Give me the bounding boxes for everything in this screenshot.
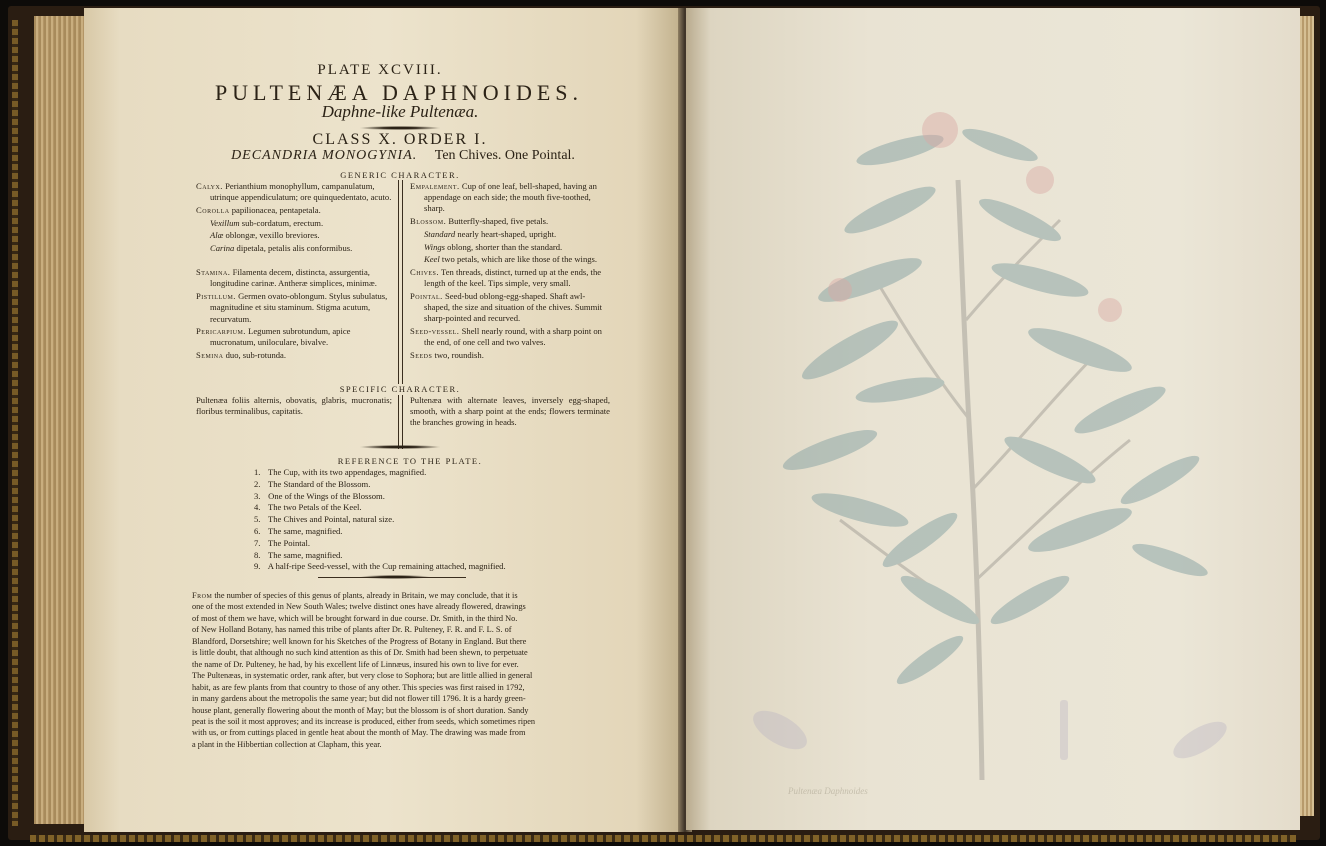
reference-item: 9. A half-ripe Seed-vessel, with the Cup remaining attached, magnified. xyxy=(254,561,506,572)
reference-item: 6. The same, magnified. xyxy=(254,525,343,536)
latin-entry: Corolla papilionacea, pentapetala. xyxy=(196,204,321,215)
column-divider-specific xyxy=(398,395,403,449)
english-entry: Wings oblong, shorter than the standard. xyxy=(424,241,563,252)
reference-item: 8. The same, magnified. xyxy=(254,549,343,560)
reference-item: 1. The Cup, with its two appendages, magnified. xyxy=(254,467,427,477)
latin-entry: Pericarpium. Legumen subrotundum, apice mucronatum, uniloculare, bivalve. xyxy=(196,326,351,348)
linnaean-line xyxy=(198,148,608,164)
plate-caption: Pultenæa Daphnoides xyxy=(788,786,868,796)
latin-entry: Alæ oblongæ, vexillo breviores. xyxy=(210,230,320,241)
latin-entry: Vexillum sub-cordatum, erectum. xyxy=(210,217,324,228)
english-entry: Pointal. Seed-bud oblong-egg-shaped. Shaft awl-shaped, the size and situation of the chives. Summit sharp-pointed and recurved. xyxy=(410,290,603,324)
reference-item: 7. The Pointal. xyxy=(254,537,311,548)
chives-label: Ten Chives. One Pointal. xyxy=(434,148,575,163)
latin-entry: Pistillum. Germen ovato-oblongum. Stylus subulatus, magnitudine et situ staminum. Stigma acutum, recurvatum. xyxy=(196,291,388,324)
ornament-rule xyxy=(360,575,430,579)
reference-item: 4. The two Petals of the Keel. xyxy=(254,502,362,513)
generic-latin-column xyxy=(196,181,392,363)
english-entry: Keel two petals, which are like those of the wings. xyxy=(424,254,598,265)
specific-latin: Pultenæa foliis alternis, obovatis, glabris, mucronatis; floribus terminalibus, capitatis. xyxy=(196,395,392,417)
english-entry: Empalement. Cup of one leaf, bell-shaped, having an appendage on each side; the mouth five-toothed, sharp. xyxy=(410,181,597,214)
column-divider-generic xyxy=(398,180,403,384)
gilt-border-bottom xyxy=(30,835,1296,842)
latin-entry: Carina dipetala, petalis alis conformibus. xyxy=(210,243,353,254)
reference-list xyxy=(254,467,506,573)
english-entry: Blossom. Butterfly-shaped, five petals. xyxy=(410,216,549,227)
latin-entry: Semina duo, sub-rotunda. xyxy=(196,350,286,361)
decandria-label: DECANDRIA MONOGYNIA. xyxy=(231,148,418,163)
english-entry: Seed-vessel. Shell nearly round, with a sharp point on the end, of one cell and two valves. xyxy=(410,325,602,348)
latin-entry: Calyx. Perianthium monophyllum, campanulatum, utrinque appendiculatum; ore quinquedentato, acuto. xyxy=(196,181,392,203)
botanical-illustration xyxy=(700,60,1280,800)
description-paragraph: From the number of species of this genus of plants, already in Britain, we may conclude, that it is one of the most extended in New South Wales; twelve distinct ones have already flowered, drawings of most of them we have, which will be brought forward in due course. Dr. Smith, in the third No. of New Holland Botany, has named this tribe of plants after Dr. R. Pulteney, F. R. and F. L. S. of Blandford, Dorsetshire; well known for his Sketches of the Progress of Botany in England. But there is little doubt, that although no such kind attention as this of Dr. Smith had been shewn, to perpetuate the name of Dr. Pulteney, he had, by his excellent life of Linnæus, insured his own to live for ever. The Pultenæas, in systematic order, rank after, but very close to Sophora; but are little allied in general habit, as are few plants from that country to those of any other. This species was first raised in 1792, in many gardens about the metropolis the same year; but did not flower till 1796. It is a hardy green- house plant, generally flowering about the month of May; but the blossom is of short duration. Sandy peat is the soil it most approves; and its increase is produced, either from seeds, which sometimes ripen with us, or from cuttings placed in gentle heat about the month of May. The drawing was made from a plant in the Hibbertian collection at Clapham, this year. xyxy=(192,591,536,749)
reference-item: 2. The Standard of the Blossom. xyxy=(254,478,371,489)
plate-subtitle: Daphne-like Pultenæa. xyxy=(321,102,479,121)
english-entry: Chives. Ten threads, distinct, turned up at the ends, the length of the keel. Tips simple, very small. xyxy=(410,266,602,289)
reference-item: 3. One of the Wings of the Blossom. xyxy=(254,490,385,501)
specific-heading: SPECIFIC CHARACTER. xyxy=(339,384,461,394)
generic-heading: GENERIC CHARACTER. xyxy=(340,170,460,180)
gilt-border-left xyxy=(12,20,18,826)
english-entry: Standard nearly heart-shaped, upright. xyxy=(424,228,557,239)
generic-english-column xyxy=(410,181,610,363)
reference-item: 5. The Chives and Pointal, natural size. xyxy=(254,514,395,525)
plate-number: PLATE XCVIII. xyxy=(317,62,443,78)
ornament-rule xyxy=(360,126,440,130)
ornament-rule xyxy=(360,445,440,449)
english-entry: Seeds two, roundish. xyxy=(410,349,484,360)
reference-heading: REFERENCE TO THE PLATE. xyxy=(337,456,483,466)
class-order-line: CLASS X. ORDER I. xyxy=(312,131,488,148)
specific-english: Pultenæa with alternate leaves, inversely egg-shaped, smooth, with a sharp point at the ends; flowers terminate the branches growing in heads. xyxy=(410,395,610,428)
plate-title: PULTENÆA DAPHNOIDES. xyxy=(214,80,584,105)
latin-entry: Stamina. Filamenta decem, distincta, assurgentia, longitudine carinæ. Antheræ simplices, minimæ. xyxy=(196,267,377,289)
